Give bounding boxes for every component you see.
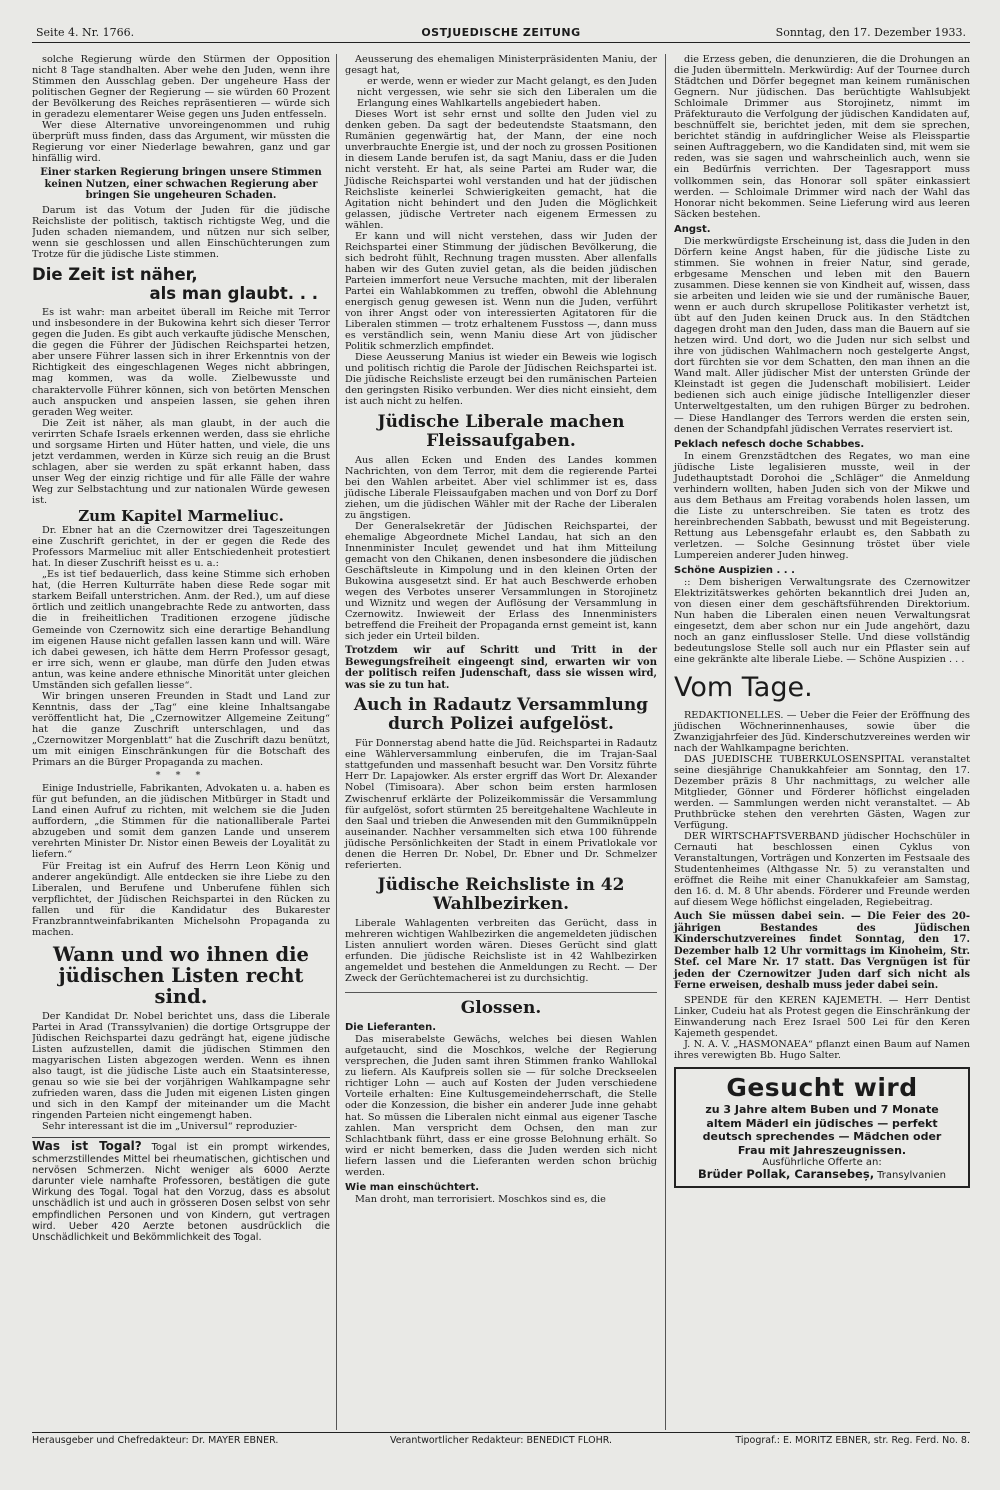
paragraph: DER WIRTSCHAFTSVERBAND jüdischer Hochschüler in Cernauti hat beschlossen einen Cyklus von Veranstaltungen, Vorträgen und Konzerten im Festsaale des Studentenheimes (Althgasse Nr. 5) zu veranstalten und eröffnet die Reihe mit einer Chanukkafeier am Samstag, den 16. d. M. 8 Uhr abends. Förderer und Freunde werden auf diesem Wege höflichst eingeladen, Regiebeitrag. (674, 831, 970, 909)
headline-reichsliste: Jüdische Reichsliste in 42 Wahlbezirken. (377, 874, 625, 914)
paragraph: solche Regierung würde den Stürmen der Opposition nicht 8 Tage standhalten. Aber wehe den Juden, wenn ihre Stimmen den Ausschlag geben. Der ungeheure Hass der politischen Gegner der Regierung — sie würden 60 Prozent der Bevölkerung des Reiches repräsentieren — würde sich in geradezu elementarer Weise gegen uns Juden entfesseln. (32, 54, 330, 121)
paragraph: Der Generalsekretär der Jüdischen Reichspartei, der ehemalige Abgeordnete Michel Landau, hat sich an den Innenminister Inculeț gewendet und hat ihm Mitteilung gemacht von den Chikanen, denen insbesondere die jüdischen Geschäftsleute in Kimpolung und in den kleinen Orten der Bukowina ausgesetzt sind. Er hat auch Beschwerde erhoben wegen des Verbotes unserer Versammlungen in Storojinetz und Wiznitz und wegen der Auflösung der Versammlung in Czernowitz. Inwieweit der Erlass des Innenministers betreffend die Freiheit der Propaganda ernst gemeint ist, kann sich jeder ein Urteil bilden. (345, 520, 657, 643)
paragraph: SPENDE für den KEREN KAJEMETH. — Herr Dentist Linker, Cudeiu hat als Protest gegen die Einschränkung der Einwanderung nach Erez Israel 500 Lei für den Keren Kajemeth gespendet. (674, 994, 970, 1040)
quote-paragraph: er werde, wenn er wieder zur Macht gelangt, es den Juden nicht vergessen, wie sehr sie sich den Liberalen um die Erlangung eines Wahlkartells angebiedert haben. (357, 76, 658, 110)
paragraph: Der Kandidat Dr. Nobel berichtet uns, dass die Liberale Partei in Arad (Transsylvanien) die dortige Ortsgruppe der Jüdischen Reichspartei dazu gedrängt hat, eigene jüdische Listen aufzustellen, damit die jüdischen Stimmen den magyarischen Listen abgezogen werden. Wenn es ihnen also taugt, ist die jüdische Liste auch ein Staatsinteresse, genau so wie sie bei der vorjährigen Wahlkampagne sehr zufrieden waren, dass die Juden mit eigenen Listen gingen und sich in den Kampf der miteinander um die Macht ringenden Parteien nicht eingemengt haben. (32, 1010, 330, 1122)
paragraph: REDAKTIONELLES. — Ueber die Feier der Eröffnung des jüdischen Wöchnerinnenhauses, sowie über die Zwanzigjahrfeier des Jüd. Kinderschutzvereines werden wir nach der Wahlkampagne berichten. (674, 709, 970, 754)
ad-signature: Brüder Pollak, Caransebeș, (698, 1167, 875, 1182)
ad-line: zu 3 Jahre altem Buben und 7 Monate (705, 1103, 939, 1117)
masthead (32, 24, 970, 43)
footer-editor: Verantwortlicher Redakteur: BENEDICT FLOHR. (389, 1435, 613, 1446)
headline-marmeliuc: Zum Kapitel Marmeliuc. (78, 507, 284, 526)
paragraph: Dieses Wort ist sehr ernst und sollte den Juden viel zu denken geben. Da sagt der bedeutendste Staatsmann, den Rumänien gegenwärtig hat, der Mann, der eine noch unverbrauchte Energie ist, und der noch zu grossen Positionen in diesem Lande berufen ist, da sagt Maniu, dass er die Juden nicht versteht. Er hat, als seine Partei am Ruder war, die Jüdische Reichspartei wohl verstanden und hat der jüdischen Reichsliste keinerlei Schwierigkeiten gemacht, hat die Agitation nicht behindert und den Juden die Möglichkeit gelassen, jüdische Vertreter nach eigenem Ermessen zu wählen. (345, 109, 657, 231)
headline-glossen: Glossen. (345, 992, 657, 1018)
ad-line: altem Mäderl ein jüdisches — perfekt (706, 1116, 938, 1130)
ad-title: Gesucht wird (726, 1073, 918, 1103)
paragraph: DAS JUEDISCHE TUBERKULOSENSPITAL veranstaltet seine diesjährige Chanukkahfeier am Sonntag, den 17. Dezember präzis 8 Uhr nachmittags, zu welcher alle Mitglieder, Gönner und Förderer höflichst eingeladen werden. — Sammlungen werden nicht veranstaltet. — Ab Pruthbrücke stehen den verehrten Gästen, Wagen zur Verfügung. (674, 753, 970, 831)
paragraph: :: Dem bisherigen Verwaltungsrate des Czernowitzer Elektrizitätswerkes gehörten bekanntlich drei Juden an, von diesen einer dem geschäftsführenden Direktorium. Nun haben die Liberalen einen neuen Verwaltungsrat eingesetzt, dem aber schon nur ein Jude angehört, dazu noch an ganz einflussloser Stelle. Und diese vollständig bedeutungslose Stelle soll auch nur ein Pflaster sein auf eine gekränkte alte liberale Liebe. — Schöne Auspizien . . . (674, 577, 970, 666)
subheading-angst: Angst. (674, 223, 711, 235)
quote-paragraph: „Es ist tief bedauerlich, dass keine Stimme sich erhoben hat, (die Herren Kulturräte haben diese Rede sogar mit starkem Beifall unterstrichen. Anm. der Red.), um auf diese örtlich und zeitlich unangebrachte Rede zu antworten, dass die in freiheitlichen Traditionen erzogene jüdische Gemeinde von Czernowitz sich eine derartige Behandlung im eigenen Hause nicht gefallen lassen kann und will. Wäre ich dabei gewesen, ich hätte dem Herrn Professor gesagt, er irre sich, wenn er glaube, man dürfe den Juden etwas antun, was keine andere ethnische Minorität unter gleichen Umständen sich gefallen liesse“. (32, 569, 330, 691)
paragraph: Wir bringen unseren Freunden in Stadt und Land zur Kenntnis, dass der „Tag“ eine kleine Inhaltsangabe veröffentlicht hat, Die „Czernowitzer Allgemeine Zeitung“ hat die ganze Zuschrift unterschlagen, und das „Czernowitzer Morgenblatt“ hat die Zuschrift dazu benützt, um mit einigen Einschränkungen für die Botschaft des Primars an die Bürger Propaganda zu machen. (32, 690, 330, 769)
subheading-einschuechtert: Wie man einschüchtert. (345, 1181, 480, 1193)
footer-printer: Tipograf.: E. MORITZ EBNER, str. Reg. Ferd. No. 8. (735, 1435, 970, 1446)
headline-die-zeit: Die Zeit ist näher, (32, 265, 198, 285)
columns (32, 54, 970, 1430)
paragraph: Aus allen Ecken und Enden des Landes kommen Nachrichten, von dem Terror, mit dem die regierende Partei bei den Wahlen arbeitet. Aber viel schlimmer ist es, dass jüdische Liberale Fleissaufgaben machen und von Dorf zu Dorf ziehen, um die jüdischen Wähler mit der Rache der Liberalen zu ängstigen. (345, 454, 657, 521)
paragraph: die Erzess geben, die denunzieren, die die Drohungen an die Juden übermitteln. Merkwürdig: Auf der Tournee durch Städtchen und Dörfer begegnet man keinem rumänischen Gegnern. Nur jüdischen. Das berüchtigte Wahlsubjekt Schloimale Drimmer aus Storojinetz, nimmt im Präfekturauto die Verfolgung der jüdischen Kandidaten auf, beschnüffelt sie, berichtet jeden, mit dem sie sprechen, berichtet ständig in aufdringlicher Weise als Fleisspartie seinen Auftraggebern, wo die Kandidaten sind, mit wem sie reden, was sie sagen und wahrscheinlich auch, wenn sie ein Bedürfnis verrichten. Der Tagesrapport muss vollkommen sein, das Honorar soll später einkassiert werden. — Schloimale Drimmer wird nach der Wahl das Honorar nicht bekommen. Seine Lieferung wird aus leeren Säcken bestehen. (674, 54, 970, 220)
separator-stars: * * * (155, 770, 207, 782)
paragraph: Für Freitag ist ein Aufruf des Herrn Leon König und anderer angekündigt. Alle entdecken sie ihre Liebe zu den Liberalen, und Berufene und Unberufene fühlen sich verpflichtet, der Jüdischen Reichspartei in den Rücken zu fallen und für die Kandidatur des Bukarester Franzbranntweinfabrikanten Michelsohn Propaganda zu machen. (32, 860, 330, 938)
paragraph: J. N. A. V. „HASMONAEA“ pflanzt einen Baum auf Namen ihres verewigten Bb. Hugo Salter. (674, 1039, 970, 1062)
headline-juedische-listen: Wann und wo ihnen die jüdischen Listen recht sind. (53, 942, 309, 1008)
paragraph: Man droht, man terrorisiert. Moschkos sind es, die (355, 1193, 606, 1205)
column-1 (32, 54, 336, 1430)
paragraph: Sehr interessant ist die im „Universul“ reproduzier- (42, 1121, 298, 1133)
headline-vom-tage: Vom Tage. (674, 671, 813, 703)
emphasis-paragraph: Auch Sie müssen dabei sein. — Die Feier des 20-jährigen Bestandes des Jüdischen Kinderschutzvereines findet Sonntag, den 17. Dezember halb 12 Uhr vormittags im Kinoheim, Str. Stef. cel Mare Nr. 17 statt. Das Vergnügen ist für jeden der Czernowitzer Juden darf sich nicht als Ferne erweisen, deshalb muss jeder dabei sein. (674, 911, 970, 992)
togal-text: Togal ist ein prompt wirkendes, schmerzstillendes Mittel bei rheumatischen, gichtischen und nervösen Schmerzen. Nicht weniger als 6000 Aerzte darunter viele namhafte Professoren, bestätigen die gute Wirkung des Togal. Togal hat den Vorzug, dass es absolut unschädlich ist und auch in grösseren Dosen selbst von sehr empfindlichen Personen und von Kindern, gut vertragen wird. Ueber 420 Aerzte betonen ausdrücklich die Unschädlichkeit und Bekömmlichkeit des Togal. (32, 1142, 330, 1243)
paragraph: Aeusserung des ehemaligen Ministerpräsidenten Maniu, der gesagt hat, (345, 54, 657, 77)
ad-line: deutsch sprechendes — Mädchen oder (702, 1130, 942, 1144)
paragraph: Es ist wahr: man arbeitet überall im Reiche mit Terror und insbesondere in der Bukowina kehrt sich dieser Terror gegen die Juden. Es gibt auch verkaufte jüdische Menschen, die gegen die Führer der Jüdischen Reichspartei hetzen, aber unsere Führer lassen sich in ihrer Erkenntnis von der Richtigkeit des eingeschlagenen Weges nicht abbringen, mag kommen, was da wolle. Zielbewusste und charaktervolle Führer können, sich von betörten Menschen auch anspucken und anspeien lassen, sie gehen ihren geraden Weg weiter. (32, 307, 330, 418)
togal-advertisement (32, 1137, 330, 1243)
paragraph: Wer diese Alternative unvoreingenommen und ruhig überprüft muss finden, dass das Argument, wir müssten die Regierung vor einer Niederlage bewahren, ganz und gar hinfällig wird. (32, 120, 330, 165)
paragraph: Die Zeit ist näher, als man glaubt, in der auch die verirrten Schafe Israels erkennen werden, dass sie ehrliche und sorgsame Hirten und Hüter hatten, und viele, die uns jetzt verdammen, werden in Kürze sich reuig an die Brust schlagen, aber sie werden zu spät erkannt haben, dass unser Weg der einzig richtige und für alle Fälle der wahre Weg zur Selbstachtung und zur nationalen Würde gewesen ist. (32, 417, 330, 506)
paragraph: Er kann und will nicht verstehen, dass wir Juden der Reichspartei einer Stimmung der jüdischen Bevölkerung, die sich bedroht fühlt, Rechnung tragen mussten. Aber allenfalls haben wir des Guten zuviel getan, als die beiden jüdischen Parteien immerfort neue Versuche machten, mit der liberalen Partei ein Wahlabkommen zu treffen, obwohl die Ablehnung energisch genug gewesen ist. Wenn nun die Juden, verführt von ihrer Angst oder von interessierten Agitatoren für die Liberalen stimmen — trotz erhaltenem Fusstoss —, dann muss es verständlich sein, wenn Maniu diese Art von jüdischer Politik schmerzlich empfindet. (345, 230, 657, 353)
ad-line: Ausführliche Offerte an: (762, 1157, 882, 1169)
page-number: Seite 4. Nr. 1766. (36, 26, 135, 39)
paragraph: Darum ist das Votum der Juden für die jüdische Reichsliste der politisch, taktisch richtigste Weg, und die Juden schaden niemandem, und nützen nur sich selber, wenn sie geschlossen und allen Einschüchterungen zum Trotze für die jüdische Liste stimmen. (32, 204, 330, 261)
subheading-peklach: Peklach nefesch doche Schabbes. (674, 438, 865, 450)
paragraph: Diese Aeusserung Manius ist wieder ein Beweis wie logisch und politisch richtig die Parole der Jüdischen Reichspartei ist. Die jüdische Reichsliste erzeugt bei den rumänischen Parteien den geringsten Risiko verbunden. Wer dies nicht einsieht, dem ist auch nicht zu helfen. (345, 352, 657, 408)
ad-line: Frau mit Jahreszeugnissen. (737, 1143, 907, 1157)
subheading-auspizien: Schöne Auspizien . . . (674, 565, 795, 577)
emphasis-paragraph: Einer starken Regierung bringen unsere Stimmen keinen Nutzen, einer schwachen Regierung aber bringen Sie ungeheuren Schaden. (40, 167, 322, 202)
footer-publisher: Herausgeber und Chefredakteur: Dr. MAYER EBNER. (32, 1435, 279, 1446)
paragraph: Liberale Wahlagenten verbreiten das Gerücht, dass in mehreren wichtigen Wahlbezirken die angemeldeten jüdischen Listen annuliert worden wären. Dieses Gerücht sind glatt erfunden. Die jüdische Reichsliste ist in 42 Wahlbezirken angemeldet und bestehen die Anmeldungen zu Recht. — Der Zweck der Gerüchtemacherei ist zu durchsichtig. (345, 917, 657, 985)
paragraph: Für Donnerstag abend hatte die Jüd. Reichspartei in Radautz eine Wählerversammlung einberufen, die im Trajan-Saal stattgefunden und massenhaft besucht war. Den Vorsitz führte Herr Dr. Lapajowker. Als erster ergriff das Wort Dr. Alexander Nobel (Timisoara). Aber schon beim ersten harmlosen Zwischenruf erklärte der Polizeikommissär die Versammlung für aufgelöst, sofort stürmten 25 bereitgehaltene Wachleute in den Saal und trieben die Anwesenden mit den Gummiknüppeln auseinander. Nachher versammelten sich etwa 100 führende jüdische Persönlichkeiten der Stadt in einem Privatlokale vor denen die Herren Dr. Nobel, Dr. Ebner und Dr. Schmelzer referierten. (345, 738, 657, 871)
newspaper-title: OSTJUEDISCHE ZEITUNG (421, 26, 581, 39)
headline-die-zeit-line2: als man glaubt. . . (149, 284, 318, 304)
column-2 (336, 54, 666, 1430)
issue-date: Sonntag, den 17. Dezember 1933. (775, 26, 966, 39)
paragraph: Die merkwürdigste Erscheinung ist, dass die Juden in den Dörfern keine Angst haben, für die jüdische Liste zu stimmen. Sie wohnen in freier Natur, sind gerade, erbgesame Menschen und leben mit den Bauern zusammen. Diese kennen sie von Kindheit auf, wissen, dass sie arbeiten und leiden wie sie und der rumänische Bauer, wenn er auch durch skrupellose Politikaster verhetzt ist, übt auf den Juden keinen Druck aus. In den Städtchen dagegen droht man den Juden, dass man die Bauern auf sie hetzen wird. Und dort, wo die Juden nur sich selbst und ihre von jüdischen Wahlmachern noch gestelgerte Angst, dort fürchten sie vor dem Schatten, den man ihnen an die Wand malt. Aller jüdischer Mist der untersten Gründe der Kleinstadt ist gegen die Judenschaft mobilisiert. Leider bedienen sich auch einige jüdische Intelligenzler dieser Unterweltgestalten, um den ruhigen Bürger zu bedrohen. — Diese Handlanger des Terrors werden die ersten sein, denen der Schandpfahl jüdischen Verrates reserviert ist. (674, 235, 970, 435)
paragraph: Dr. Ebner hat an die Czernowitzer drei Tageszeitungen eine Zuschrift gerichtet, in der er gegen die Rede des Professors Marmeliuc mit aller Entschiedenheit protestiert hat. In dieser Zuschrift heisst es u. a.: (32, 525, 330, 570)
headline-radautz: Auch in Radautz Versammlung durch Polizei aufgelöst. (353, 695, 649, 735)
ad-place: Transylvanien (877, 1170, 946, 1182)
paragraph: Das miserabelste Gewächs, welches bei diesen Wahlen aufgetaucht, sind die Moschkos, welche der Regierung versprechen, die Juden samt ihren Stimmen franko Wahllokal zu liefern. Als Kaufpreis sollen sie — für solche Dreckseelen richtiger Lohn — auch auf Kosten der Juden verschiedene Vorteile erhalten: Eine Kultusgemeindeherrschaft, die Stelle oder die Konzession, die bisher ein anderer Jude inne gehabt hat. So müssen die Liberalen nicht einmal aus eigener Tasche zahlen. Man verspricht dem Ochsen, den man zur Schlachtbank führt, dass er eine grosse Belohnung erhält. So wird er nicht bemerken, dass die Juden werden sich nicht liefern lassen und die Lieferanten werden schon brüchig werden. (345, 1034, 657, 1178)
togal-heading: Was ist Togal? (32, 1139, 142, 1154)
footer-imprint (32, 1432, 970, 1446)
subheading-lieferanten: Die Lieferanten. (345, 1022, 436, 1034)
emphasis-paragraph: Trotzdem wir auf Schritt und Tritt in der Bewegungsfreiheit eingeengt sind, erwarten wir von der politisch reifen Judenschaft, dass sie wissen wird, was sie zu tun hat. (345, 645, 657, 691)
paragraph: In einem Grenzstädtchen des Regates, wo man eine jüdische Liste legalisieren musste, weil in der Judethauptstadt Dorohoi die „Schläger“ die Anmeldung verhindern wollten, haben Juden sich von der Mikwe und aus dem Bethaus am Freitag vorabends holen lassen, um die Liste zu unterschreiben. Sie taten es trotz des hereinbrechenden Sabbath, bewusst und mit Begeisterung. Rettung aus Lebensgefahr erlaubt es, den Sabbath zu verletzen. — Solche Gesinnung tröstet über viele Lumpereien anderer Juden hinweg. (674, 450, 970, 562)
paragraph: Einige Industrielle, Fabrikanten, Advokaten u. a. haben es für gut befunden, an die jüdischen Mitbürger in Stadt und Land einen Aufruf zu richten, mit welchem sie die Juden auffordern, „die Stimmen für die nationalliberale Partei abzugeben und somit dem ganzen Lande und unserem verehrten Minister Dr. Nistor einen Beweis der Loyalität zu liefern.“ (32, 783, 330, 861)
column-3 (666, 54, 970, 1430)
gesucht-advertisement (674, 1067, 970, 1188)
headline-juedische-liberale: Jüdische Liberale machen Fleissaufgaben. (377, 411, 625, 451)
